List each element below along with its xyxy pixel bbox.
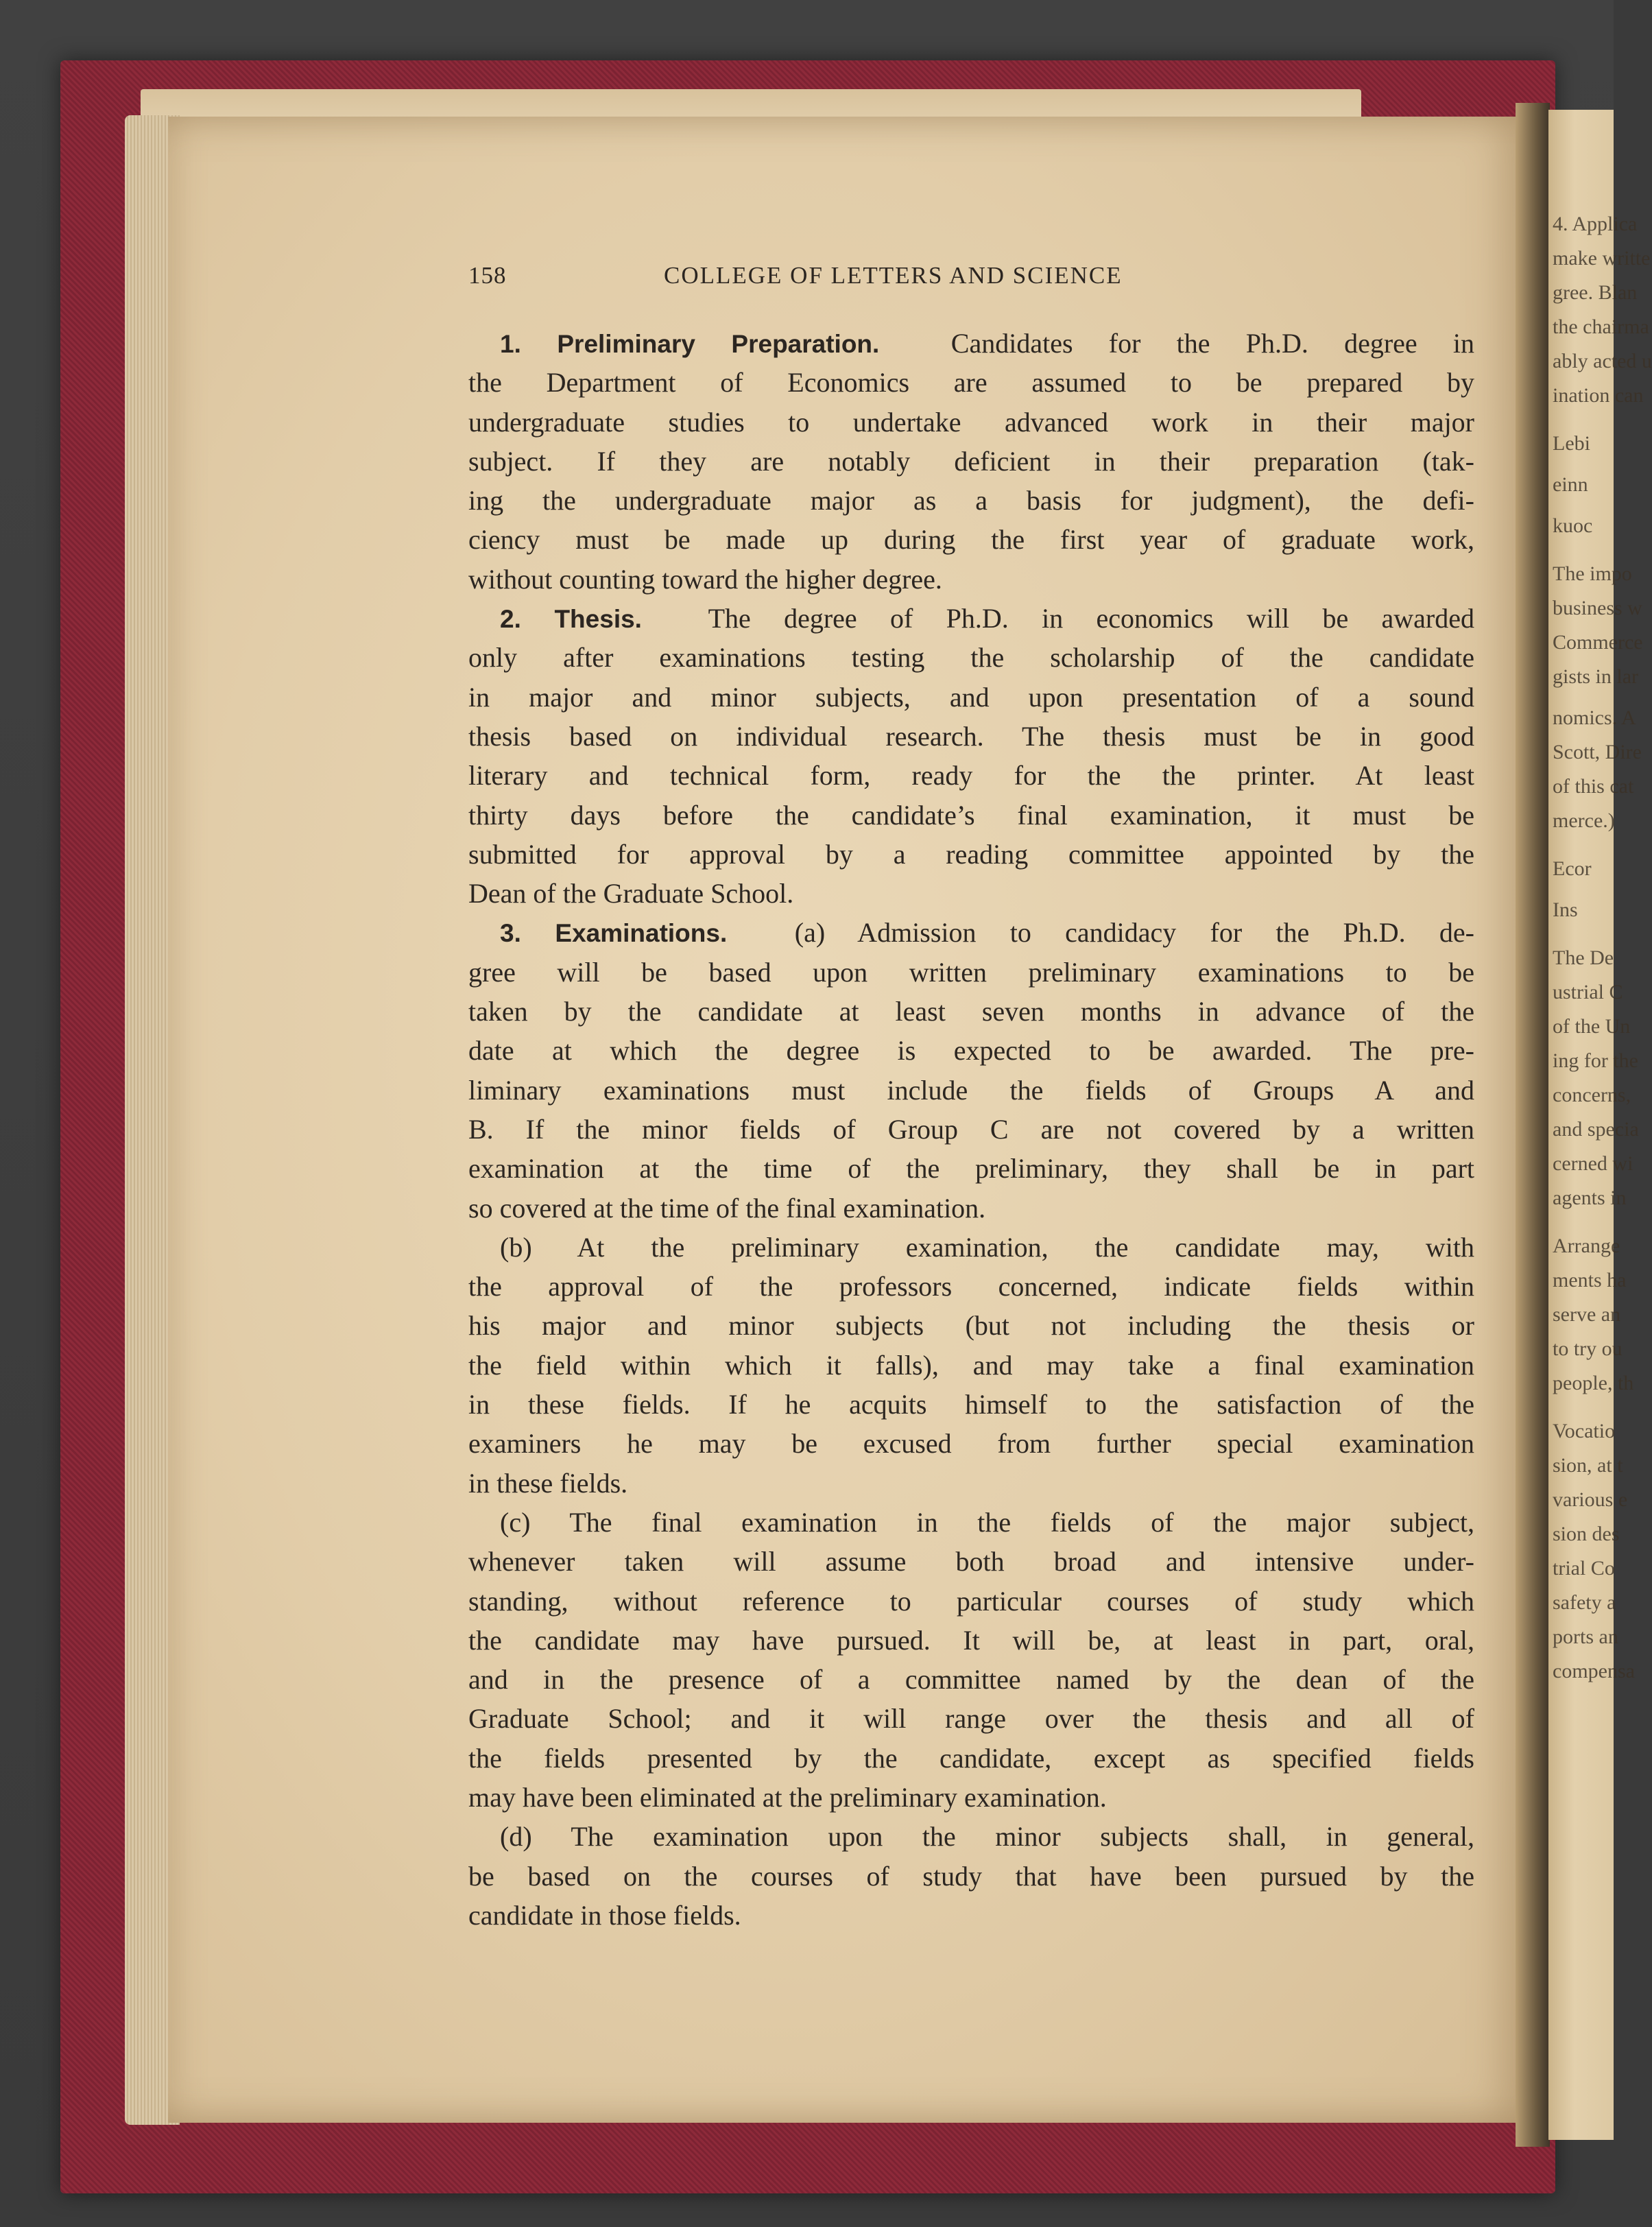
facing-page-fragment: ing for the — [1553, 1049, 1638, 1072]
text-line — [468, 1189, 1474, 1228]
line-text: thirty days before the candidate’s final examination, it must be — [468, 799, 1474, 831]
facing-page-fragment: cerned wi — [1553, 1152, 1633, 1175]
facing-page-fragment: compensa — [1553, 1660, 1635, 1682]
facing-page-fragment: concerns, — [1553, 1084, 1631, 1106]
text-line — [468, 1110, 1474, 1149]
facing-page-fragment: ustrial C — [1553, 981, 1623, 1003]
line-text: in these fields. If he acquits himself to the satisfaction of the — [468, 1389, 1474, 1420]
text-line — [468, 1660, 1474, 1699]
text-line — [468, 1424, 1474, 1463]
line-text: submitted for approval by a reading committee appointed by the — [468, 838, 1474, 870]
line-text: examiners he may be excused from further special examination — [468, 1428, 1474, 1460]
text-line — [468, 481, 1474, 520]
line-text: Candidates for the Ph.D. degree in — [950, 328, 1475, 359]
text-line — [468, 953, 1474, 992]
text-line — [468, 1542, 1474, 1581]
facing-page-fragment: ination can — [1553, 384, 1644, 407]
text-line — [468, 717, 1474, 756]
facing-page-fragment: kuoc — [1553, 514, 1593, 537]
line-text: literary and technical form, ready for the the printer. At least — [468, 760, 1474, 791]
facing-page-fragment: of the Un — [1553, 1015, 1631, 1038]
text-line — [468, 1267, 1474, 1306]
text-line — [468, 560, 1474, 599]
facing-page-fragment: various e — [1553, 1488, 1628, 1511]
line-text: Graduate School; and it will range over the thesis and all of — [468, 1703, 1474, 1735]
text-line — [468, 599, 1474, 638]
line-text: thesis based on individual research. The thesis must be in good — [468, 720, 1474, 752]
facing-page-fragment: and specia — [1553, 1118, 1639, 1141]
text-line — [468, 363, 1474, 402]
facing-page-fragment: business w — [1553, 597, 1642, 619]
text-line — [468, 1385, 1474, 1424]
line-text: the Department of Economics are assumed to be prepared by — [468, 367, 1474, 398]
line-text: (d) The examination upon the minor subjects shall, in general, — [500, 1821, 1474, 1853]
text-line — [468, 403, 1474, 442]
facing-page — [1548, 110, 1652, 2140]
line-text: in major and minor subjects, and upon presentation of a sound — [468, 681, 1474, 713]
line-text: liminary examinations must include the fields of Groups A and — [468, 1074, 1474, 1106]
facing-page-fragment: Ecor — [1553, 857, 1592, 880]
facing-page-fragment: to try ou — [1553, 1337, 1623, 1360]
line-text: his major and minor subjects (but not including the thesis or — [468, 1310, 1474, 1342]
line-text: ciency must be made up during the first year of graduate work, — [468, 524, 1474, 556]
page-number: 158 — [468, 262, 507, 289]
facing-page-fragment: nomics. A — [1553, 706, 1636, 729]
facing-page-fragment: trial Co — [1553, 1557, 1615, 1580]
section-heading: 2. Thesis. — [500, 605, 642, 634]
text-line — [468, 1896, 1474, 1935]
facing-page-fragment: ably acted u — [1553, 350, 1652, 372]
facing-page-fragment: 4. Applica — [1553, 213, 1638, 235]
line-text: standing, without reference to particular courses of study which — [468, 1585, 1474, 1617]
text-line — [468, 796, 1474, 835]
text-line — [468, 1228, 1474, 1267]
section-heading: 3. Examinations. — [500, 919, 728, 948]
text-line — [468, 678, 1474, 717]
text-line — [468, 1739, 1474, 1778]
text-line — [468, 1817, 1474, 1856]
facing-page-fragment: Ins — [1553, 898, 1578, 921]
text-line — [468, 638, 1474, 677]
text-line — [468, 1346, 1474, 1385]
text-line — [468, 1071, 1474, 1110]
line-text: the approval of the professors concerned, indicate fields within — [468, 1271, 1474, 1302]
facing-page-fragment: einn — [1553, 473, 1588, 496]
facing-page-fragment: Arrange — [1553, 1235, 1620, 1257]
section-heading: 1. Preliminary Preparation. — [500, 330, 880, 358]
line-text: date at which the degree is expected to be awarded. The pre- — [468, 1035, 1474, 1067]
line-text: gree will be based upon written preliminary examinations to be — [468, 956, 1474, 988]
line-text: The degree of Ph.D. in economics will be awarded — [708, 603, 1474, 634]
text-line — [468, 835, 1474, 874]
facing-page-fragment: of this cat — [1553, 775, 1634, 798]
text-line — [468, 913, 1474, 952]
line-text: ing the undergraduate major as a basis for judgment), the defi- — [468, 485, 1474, 516]
text-line — [468, 1464, 1474, 1503]
text-line — [468, 756, 1474, 795]
line-text: Dean of the Graduate School. — [468, 878, 794, 909]
facing-page-fragment: make writte — [1553, 247, 1651, 270]
line-text: the candidate may have pursued. It will be, at least in part, oral, — [468, 1624, 1474, 1656]
facing-page-fragment: Lebi — [1553, 432, 1590, 455]
line-text: and in the presence of a committee named by the dean of the — [468, 1664, 1474, 1695]
facing-page-fragment: safety a — [1553, 1591, 1616, 1614]
line-text: so covered at the time of the final examination. — [468, 1192, 986, 1224]
facing-page-fragment: ports an — [1553, 1625, 1618, 1648]
line-text: undergraduate studies to undertake advanced work in their major — [468, 406, 1474, 438]
text-line — [468, 1503, 1474, 1542]
facing-page-fragment: The De — [1553, 946, 1614, 969]
facing-page-fragment: merce.) — [1553, 809, 1615, 832]
facing-page-fragment: Scott, Dire — [1553, 741, 1642, 763]
running-head — [468, 255, 1474, 296]
line-text: be based on the courses of study that have been pursued by the — [468, 1860, 1474, 1892]
text-line — [468, 1149, 1474, 1188]
facing-page-fragment: gists in lar — [1553, 665, 1638, 688]
line-text: the fields presented by the candidate, except as specified fields — [468, 1742, 1474, 1774]
line-text: whenever taken will assume both broad and intensive under- — [468, 1546, 1474, 1577]
line-text: subject. If they are notably deficient in their preparation (tak- — [468, 445, 1474, 477]
line-text: (a) Admission to candidacy for the Ph.D. de- — [794, 917, 1474, 949]
text-line — [468, 992, 1474, 1031]
text-line — [468, 1857, 1474, 1896]
page-text — [468, 255, 1474, 1935]
facing-page-fragment: sion des — [1553, 1523, 1620, 1545]
facing-page-fragment: The impo — [1553, 562, 1632, 585]
line-text: candidate in those fields. — [468, 1899, 741, 1931]
line-text: B. If the minor fields of Group C are not covered by a written — [468, 1113, 1474, 1145]
book-gutter — [1516, 103, 1550, 2147]
facing-page-fragment: gree. Blan — [1553, 281, 1638, 304]
line-text: only after examinations testing the scholarship of the candidate — [468, 642, 1474, 674]
line-text: (c) The final examination in the fields of the major subject, — [500, 1506, 1474, 1538]
text-line — [468, 520, 1474, 559]
text-line — [468, 324, 1474, 363]
facing-page-fragment: sion, at t — [1553, 1454, 1623, 1477]
facing-page-fragment: agents in — [1553, 1187, 1627, 1209]
line-text: taken by the candidate at least seven months in advance of the — [468, 996, 1474, 1027]
facing-page-fragment: Vocatio — [1553, 1420, 1616, 1442]
line-text: examination at the time of the preliminary, they shall be in part — [468, 1153, 1474, 1184]
facing-page-fragment: serve an — [1553, 1303, 1621, 1326]
text-line — [468, 1699, 1474, 1738]
text-line — [468, 1621, 1474, 1660]
body-text — [468, 324, 1474, 1935]
facing-page-fragment: people, th — [1553, 1372, 1634, 1394]
line-text: without counting toward the higher degree. — [468, 563, 942, 595]
facing-page-fragment: Commerce — [1553, 631, 1643, 654]
facing-page-fragment: ments ha — [1553, 1269, 1627, 1291]
text-line — [468, 1306, 1474, 1345]
line-text: in these fields. — [468, 1467, 628, 1499]
text-line — [468, 442, 1474, 481]
facing-page-fragment: the chairma — [1553, 315, 1649, 338]
running-title: COLLEGE OF LETTERS AND SCIENCE — [664, 262, 1123, 289]
line-text: may have been eliminated at the preliminary examination. — [468, 1781, 1107, 1813]
text-line — [468, 1582, 1474, 1621]
text-line — [468, 1778, 1474, 1817]
text-line — [468, 1031, 1474, 1070]
text-line — [468, 874, 1474, 913]
line-text: the field within which it falls), and may take a final examination — [468, 1349, 1474, 1381]
line-text: (b) At the preliminary examination, the candidate may, with — [500, 1231, 1474, 1263]
